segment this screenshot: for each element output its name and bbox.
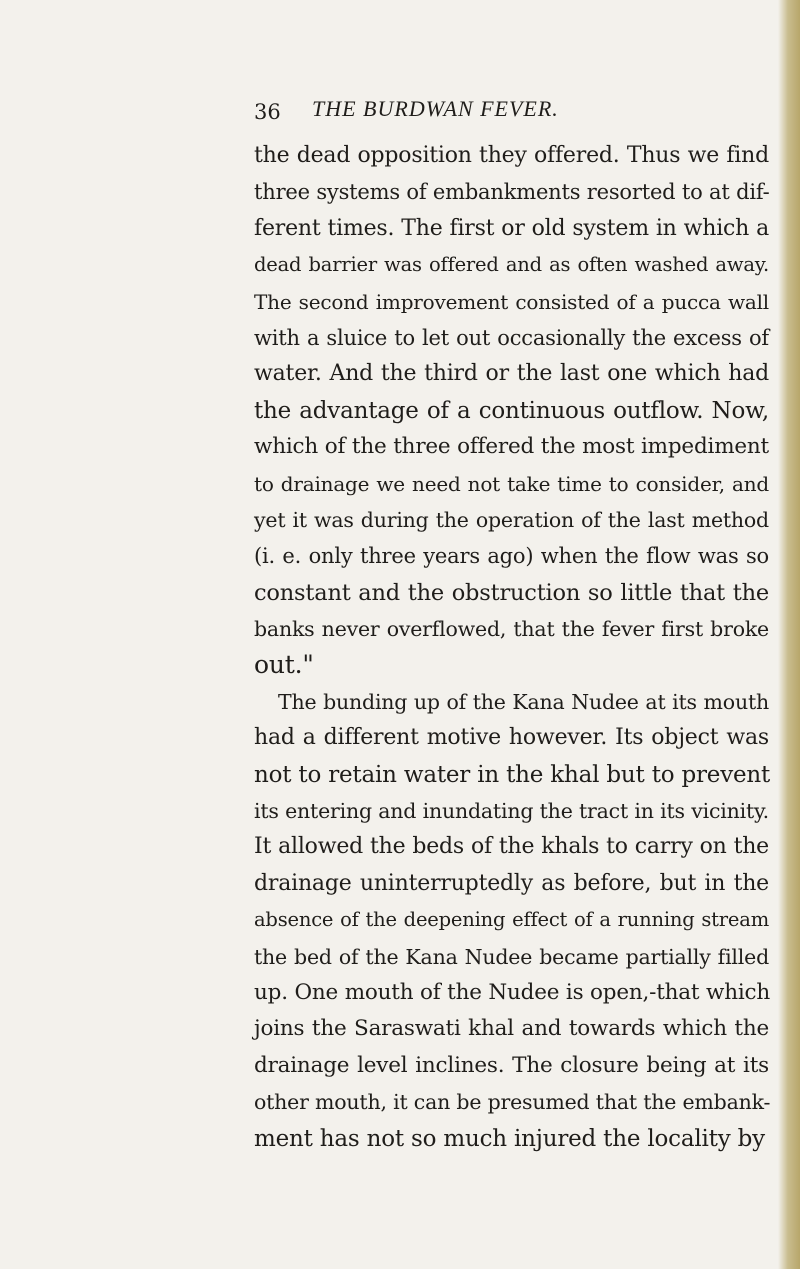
text-line: to drainage we need not take time to consider, and xyxy=(254,471,769,496)
text-line: (i. e. only three years ago) when the flow was so xyxy=(254,544,769,569)
text-line: the dead opposition they offered. Thus we find xyxy=(254,143,769,168)
text-line: It allowed the beds of the khals to carry on the xyxy=(254,834,769,860)
text-line: constant and the obstruction so little that the xyxy=(254,579,769,606)
text-line: The bunding up of the Kana Nudee at its mouth xyxy=(278,689,769,714)
text-line: its entering and inundating the tract in its vicinity. xyxy=(254,799,769,824)
text-line: had a different motive however. Its object was xyxy=(254,725,769,751)
text-line: drainage uninterruptedly as before, but in the xyxy=(254,870,769,896)
text-line: joins the Saraswati khal and towards which the xyxy=(254,1016,769,1042)
text-line: the bed of the Kana Nudee became partially filled xyxy=(254,944,769,969)
text-line: water. And the third or the last one which had xyxy=(254,361,769,387)
page-binding-edge xyxy=(778,0,800,1269)
text-line: not to retain water in the khal but to prevent xyxy=(254,761,771,788)
text-line: out." xyxy=(254,650,314,680)
text-line: other mouth, it can be presumed that the embank- xyxy=(254,1090,771,1115)
text-line: which of the three offered the most impediment xyxy=(254,434,769,460)
page-number: 36 xyxy=(254,100,281,124)
text-line: ferent times. The first or old system in which a xyxy=(254,215,769,241)
text-line: with a sluice to let out occasionally the excess of xyxy=(254,325,769,350)
body-text xyxy=(254,138,769,1157)
text-line: banks never overflowed, that the fever first broke xyxy=(254,617,769,642)
text-line: ment has not so much injured the locality by xyxy=(254,1125,765,1152)
text-line: yet it was during the operation of the last method xyxy=(254,507,769,532)
text-line: absence of the deepening effect of a running stream xyxy=(254,908,769,932)
text-line: the advantage of a continuous outflow. Now, xyxy=(254,397,769,424)
text-line: The second improvement consisted of a pucca wall xyxy=(254,289,769,314)
running-title: THE BURDWAN FEVER. xyxy=(312,96,559,121)
text-line: dead barrier was offered and as often washed away. xyxy=(254,253,769,277)
text-line: up. One mouth of the Nudee is open,-that which xyxy=(254,979,771,1005)
text-line: three systems of embankments resorted to at dif- xyxy=(254,180,770,205)
text-line: drainage level inclines. The closure being at its xyxy=(254,1052,769,1078)
